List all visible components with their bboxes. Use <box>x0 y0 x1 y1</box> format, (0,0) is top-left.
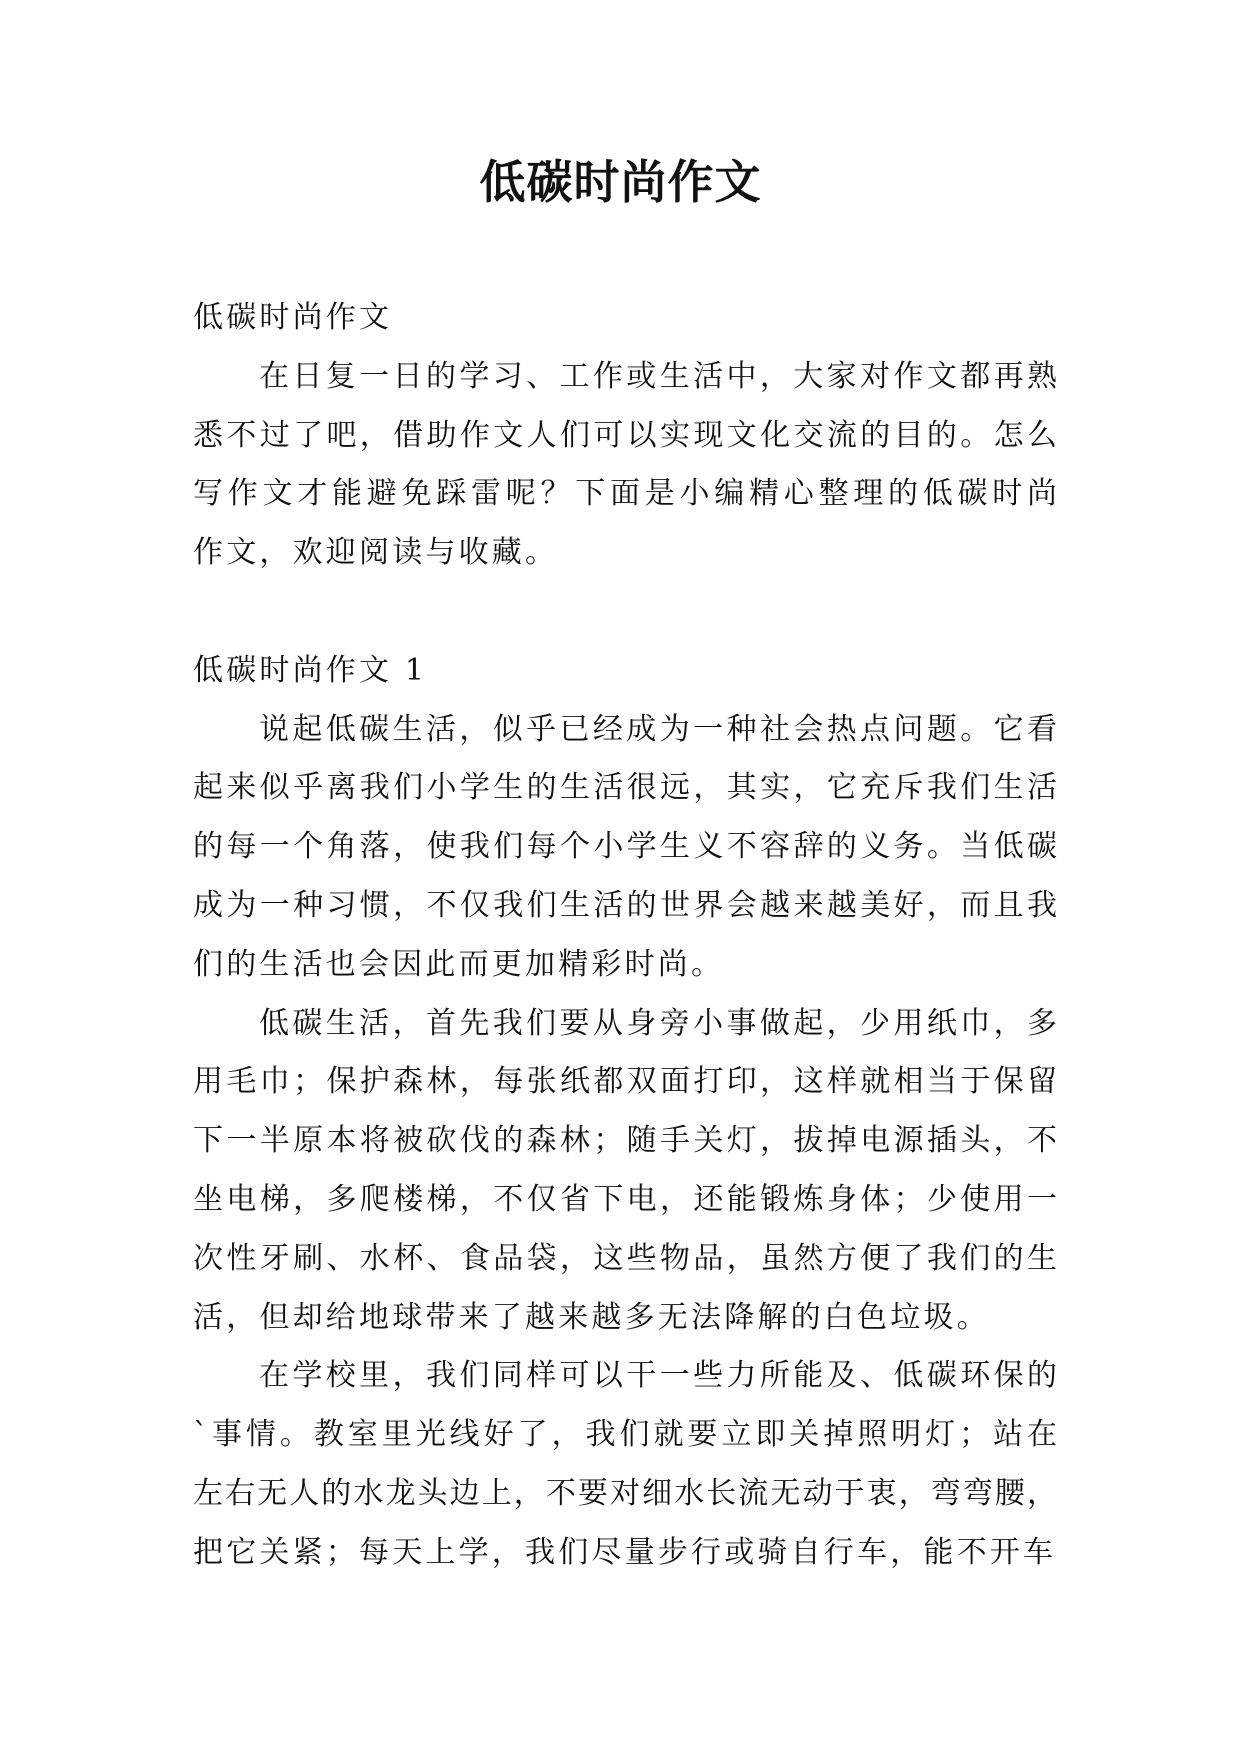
section-paragraph <box>193 1347 1057 1582</box>
section-paragraph <box>193 701 1057 995</box>
paragraph-line: 次性牙刷、水杯、食品袋，这些物品，虽然方便了我们的生 <box>193 1240 1057 1276</box>
intro-paragraph <box>193 348 1057 583</box>
paragraph-line: 悉不过了吧，借助作文人们可以实现文化交流的目的。怎么 <box>193 417 1057 453</box>
paragraph-line: 低碳生活，首先我们要从身旁小事做起，少用纸巾，多 <box>259 1005 1057 1041</box>
paragraph-line: `事情。教室里光线好了，我们就要立即关掉照明灯；站在 <box>193 1417 1057 1453</box>
paragraph-line: 左右无人的水龙头边上，不要对细水长流无动于衷，弯弯腰， <box>193 1475 1057 1511</box>
paragraph-line: 成为一种习惯，不仅我们生活的世界会越来越美好，而且我 <box>193 887 1057 923</box>
paragraph-line: 用毛巾；保护森林，每张纸都双面打印，这样就相当于保留 <box>193 1064 1057 1100</box>
paragraph-line: 写作文才能避免踩雷呢？下面是小编精心整理的低碳时尚 <box>193 476 1057 512</box>
paragraph-line: 把它关紧；每天上学，我们尽量步行或骑自行车，能不开车 <box>193 1534 1057 1570</box>
paragraph-line: 下一半原本将被砍伐的森林；随手关灯，拔掉电源插头，不 <box>193 1123 1057 1159</box>
paragraph-line: 起来似乎离我们小学生的生活很远，其实，它充斥我们生活 <box>193 770 1057 806</box>
paragraph-line: 在学校里，我们同样可以干一些力所能及、低碳环保的 <box>259 1358 1057 1394</box>
paragraph-line: 的每一个角落，使我们每个小学生义不容辞的义务。当低碳 <box>193 829 1057 865</box>
paragraph-line: 说起低碳生活，似乎已经成为一种社会热点问题。它看 <box>259 711 1057 747</box>
document-body <box>193 289 1057 1583</box>
section-heading: 低碳时尚作文 1 <box>193 652 428 688</box>
section-paragraph <box>193 995 1057 1348</box>
document-title: 低碳时尚作文 <box>479 155 762 209</box>
paragraph-line: 作文，欢迎阅读与收藏。 <box>193 535 559 571</box>
paragraph-line: 活，但却给地球带来了越来越多无法降解的白色垃圾。 <box>193 1299 990 1335</box>
paragraph-line: 们的生活也会因此而更加精彩时尚。 <box>193 946 725 982</box>
intro-heading: 低碳时尚作文 <box>193 300 393 335</box>
paragraph-line: 坐电梯，多爬楼梯，不仅省下电，还能锻炼身体；少使用一 <box>193 1181 1057 1217</box>
paragraph-line: 在日复一日的学习、工作或生活中，大家对作文都再熟 <box>259 358 1057 394</box>
